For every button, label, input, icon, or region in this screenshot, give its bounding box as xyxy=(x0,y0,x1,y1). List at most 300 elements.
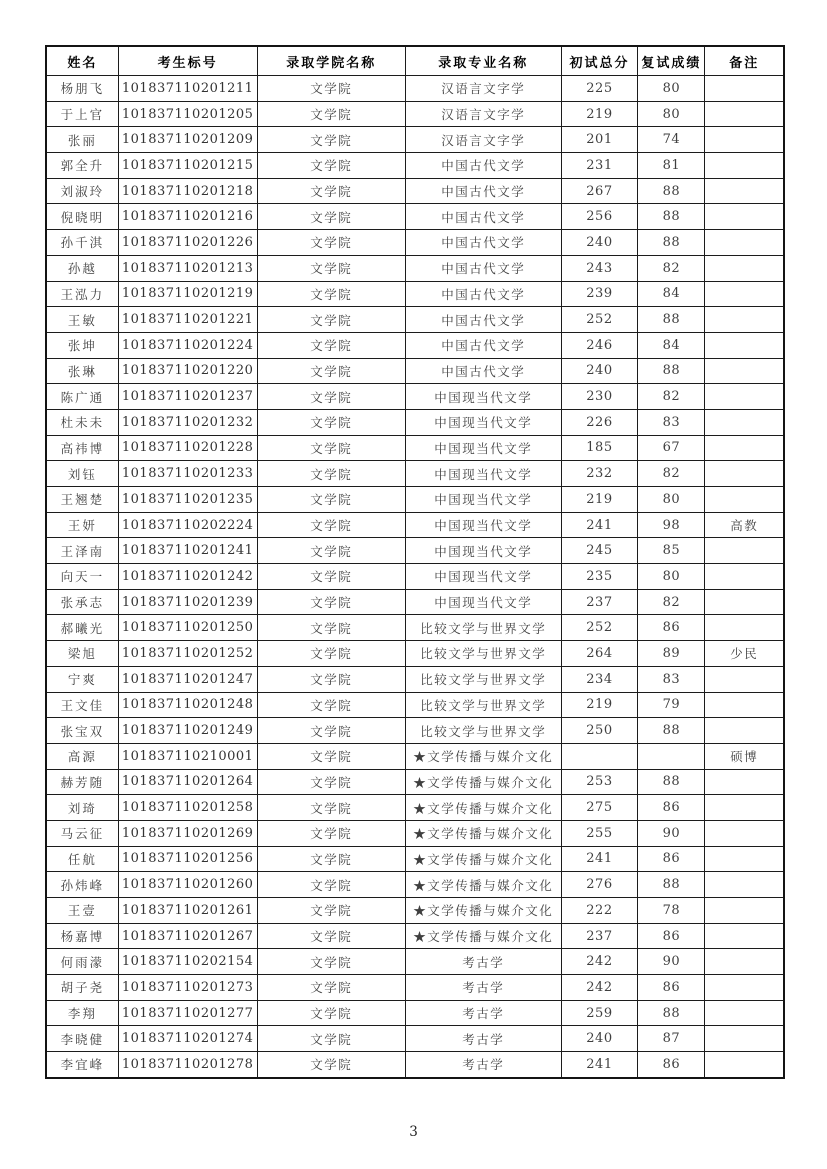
cell-initial-score: 245 xyxy=(561,538,638,564)
cell-major: ★文学传播与媒介文化 xyxy=(405,846,561,872)
cell-initial-score: 241 xyxy=(561,512,638,538)
cell-major: 中国现当代文学 xyxy=(405,512,561,538)
table-row xyxy=(46,589,784,615)
table-row xyxy=(46,487,784,513)
cell-candidate-id: 101837110201211 xyxy=(118,76,257,102)
table-row xyxy=(46,435,784,461)
cell-initial-score: 276 xyxy=(561,872,638,898)
table-row xyxy=(46,230,784,256)
cell-note xyxy=(705,101,784,127)
cell-college: 文学院 xyxy=(257,872,405,898)
cell-name: 高源 xyxy=(46,743,118,769)
cell-name: 王壹 xyxy=(46,898,118,924)
cell-name: 胡子尧 xyxy=(46,975,118,1001)
cell-initial-score: 243 xyxy=(561,255,638,281)
cell-initial-score: 237 xyxy=(561,923,638,949)
cell-note xyxy=(705,281,784,307)
table-row xyxy=(46,666,784,692)
cell-candidate-id: 101837110201264 xyxy=(118,769,257,795)
cell-retest-score: 83 xyxy=(638,409,705,435)
cell-major: 中国古代文学 xyxy=(405,230,561,256)
cell-candidate-id: 101837110201224 xyxy=(118,332,257,358)
cell-major: 汉语言文字学 xyxy=(405,127,561,153)
cell-retest-score: 84 xyxy=(638,332,705,358)
cell-major: 考古学 xyxy=(405,1000,561,1026)
cell-college: 文学院 xyxy=(257,666,405,692)
cell-name: 郭全升 xyxy=(46,153,118,179)
cell-retest-score: 88 xyxy=(638,872,705,898)
cell-major: ★文学传播与媒介文化 xyxy=(405,820,561,846)
cell-retest-score: 88 xyxy=(638,230,705,256)
cell-name: 李宜峰 xyxy=(46,1052,118,1078)
cell-college: 文学院 xyxy=(257,564,405,590)
cell-college: 文学院 xyxy=(257,641,405,667)
cell-college: 文学院 xyxy=(257,538,405,564)
cell-candidate-id: 101837110201232 xyxy=(118,409,257,435)
cell-retest-score: 79 xyxy=(638,692,705,718)
cell-retest-score: 87 xyxy=(638,1026,705,1052)
cell-initial-score: 275 xyxy=(561,795,638,821)
cell-initial-score: 219 xyxy=(561,487,638,513)
cell-college: 文学院 xyxy=(257,1026,405,1052)
cell-retest-score: 74 xyxy=(638,127,705,153)
column-header-initial-score: 初试总分 xyxy=(561,46,638,76)
cell-note xyxy=(705,487,784,513)
cell-retest-score: 86 xyxy=(638,975,705,1001)
cell-initial-score: 253 xyxy=(561,769,638,795)
cell-retest-score: 80 xyxy=(638,101,705,127)
cell-candidate-id: 101837110201269 xyxy=(118,820,257,846)
cell-initial-score: 250 xyxy=(561,718,638,744)
cell-major: 中国现当代文学 xyxy=(405,435,561,461)
cell-major: 中国现当代文学 xyxy=(405,564,561,590)
cell-candidate-id: 101837110201247 xyxy=(118,666,257,692)
table-row xyxy=(46,358,784,384)
cell-retest-score: 82 xyxy=(638,255,705,281)
cell-note xyxy=(705,76,784,102)
table-row xyxy=(46,615,784,641)
cell-college: 文学院 xyxy=(257,178,405,204)
cell-note xyxy=(705,615,784,641)
cell-name: 孙千淇 xyxy=(46,230,118,256)
cell-initial-score: 255 xyxy=(561,820,638,846)
cell-college: 文学院 xyxy=(257,204,405,230)
cell-initial-score: 259 xyxy=(561,1000,638,1026)
cell-name: 杜未未 xyxy=(46,409,118,435)
cell-major: 中国古代文学 xyxy=(405,255,561,281)
cell-major: 中国古代文学 xyxy=(405,204,561,230)
cell-name: 张丽 xyxy=(46,127,118,153)
cell-note xyxy=(705,589,784,615)
cell-initial-score: 235 xyxy=(561,564,638,590)
table-row xyxy=(46,872,784,898)
cell-initial-score: 237 xyxy=(561,589,638,615)
cell-note xyxy=(705,178,784,204)
cell-college: 文学院 xyxy=(257,76,405,102)
cell-candidate-id: 101837110201218 xyxy=(118,178,257,204)
cell-candidate-id: 101837110201237 xyxy=(118,384,257,410)
column-header-college: 录取学院名称 xyxy=(257,46,405,76)
cell-retest-score: 88 xyxy=(638,358,705,384)
cell-note xyxy=(705,692,784,718)
table-row xyxy=(46,975,784,1001)
table-body xyxy=(46,76,784,1078)
cell-college: 文学院 xyxy=(257,230,405,256)
table-row xyxy=(46,512,784,538)
cell-initial-score: 256 xyxy=(561,204,638,230)
cell-note xyxy=(705,1026,784,1052)
cell-note xyxy=(705,949,784,975)
admission-roster-table xyxy=(45,45,785,1079)
cell-candidate-id: 101837110210001 xyxy=(118,743,257,769)
cell-candidate-id: 101837110201273 xyxy=(118,975,257,1001)
cell-initial-score: 234 xyxy=(561,666,638,692)
cell-candidate-id: 101837110201209 xyxy=(118,127,257,153)
cell-name: 王泽南 xyxy=(46,538,118,564)
cell-name: 王文佳 xyxy=(46,692,118,718)
table-row xyxy=(46,795,784,821)
cell-note: 硕博 xyxy=(705,743,784,769)
table-row xyxy=(46,820,784,846)
cell-major: 中国古代文学 xyxy=(405,307,561,333)
cell-name: 刘钰 xyxy=(46,461,118,487)
table-row xyxy=(46,898,784,924)
cell-initial-score: 232 xyxy=(561,461,638,487)
table-row xyxy=(46,76,784,102)
table-row xyxy=(46,178,784,204)
cell-initial-score: 219 xyxy=(561,692,638,718)
table-row xyxy=(46,923,784,949)
cell-name: 向天一 xyxy=(46,564,118,590)
cell-candidate-id: 101837110201213 xyxy=(118,255,257,281)
cell-note xyxy=(705,923,784,949)
table-row xyxy=(46,332,784,358)
cell-college: 文学院 xyxy=(257,820,405,846)
cell-note xyxy=(705,898,784,924)
cell-initial-score: 225 xyxy=(561,76,638,102)
table-row xyxy=(46,307,784,333)
table-row xyxy=(46,1000,784,1026)
cell-note xyxy=(705,384,784,410)
cell-note xyxy=(705,564,784,590)
cell-major: ★文学传播与媒介文化 xyxy=(405,743,561,769)
column-header-major: 录取专业名称 xyxy=(405,46,561,76)
cell-college: 文学院 xyxy=(257,255,405,281)
cell-candidate-id: 101837110201226 xyxy=(118,230,257,256)
cell-college: 文学院 xyxy=(257,435,405,461)
cell-initial-score: 242 xyxy=(561,949,638,975)
cell-note xyxy=(705,975,784,1001)
cell-major: 汉语言文字学 xyxy=(405,101,561,127)
cell-candidate-id: 101837110201256 xyxy=(118,846,257,872)
cell-name: 孙炜峰 xyxy=(46,872,118,898)
cell-college: 文学院 xyxy=(257,409,405,435)
cell-name: 张琳 xyxy=(46,358,118,384)
cell-retest-score: 85 xyxy=(638,538,705,564)
cell-major: 考古学 xyxy=(405,949,561,975)
cell-candidate-id: 101837110201252 xyxy=(118,641,257,667)
cell-college: 文学院 xyxy=(257,615,405,641)
cell-college: 文学院 xyxy=(257,743,405,769)
cell-initial-score: 267 xyxy=(561,178,638,204)
cell-retest-score: 98 xyxy=(638,512,705,538)
cell-candidate-id: 101837110201267 xyxy=(118,923,257,949)
cell-name: 王泓力 xyxy=(46,281,118,307)
cell-initial-score: 185 xyxy=(561,435,638,461)
table-row xyxy=(46,204,784,230)
cell-name: 李翔 xyxy=(46,1000,118,1026)
cell-initial-score xyxy=(561,743,638,769)
cell-college: 文学院 xyxy=(257,487,405,513)
cell-note xyxy=(705,820,784,846)
cell-note xyxy=(705,204,784,230)
cell-candidate-id: 101837110201250 xyxy=(118,615,257,641)
table-row xyxy=(46,949,784,975)
cell-note xyxy=(705,358,784,384)
cell-retest-score: 78 xyxy=(638,898,705,924)
cell-note xyxy=(705,307,784,333)
cell-name: 王妍 xyxy=(46,512,118,538)
cell-initial-score: 226 xyxy=(561,409,638,435)
cell-note xyxy=(705,255,784,281)
cell-major: 中国现当代文学 xyxy=(405,589,561,615)
cell-retest-score: 86 xyxy=(638,1052,705,1078)
cell-major: 中国现当代文学 xyxy=(405,384,561,410)
cell-retest-score: 88 xyxy=(638,718,705,744)
cell-note xyxy=(705,846,784,872)
cell-college: 文学院 xyxy=(257,949,405,975)
cell-candidate-id: 101837110201215 xyxy=(118,153,257,179)
cell-initial-score: 201 xyxy=(561,127,638,153)
table-row xyxy=(46,538,784,564)
cell-name: 于上官 xyxy=(46,101,118,127)
cell-name: 刘琦 xyxy=(46,795,118,821)
cell-initial-score: 241 xyxy=(561,1052,638,1078)
cell-major: 比较文学与世界文学 xyxy=(405,615,561,641)
cell-name: 杨朋飞 xyxy=(46,76,118,102)
cell-college: 文学院 xyxy=(257,1052,405,1078)
cell-name: 梁旭 xyxy=(46,641,118,667)
cell-note xyxy=(705,153,784,179)
cell-major: 中国现当代文学 xyxy=(405,461,561,487)
cell-major: 汉语言文字学 xyxy=(405,76,561,102)
column-header-retest-score: 复试成绩 xyxy=(638,46,705,76)
cell-major: 比较文学与世界文学 xyxy=(405,666,561,692)
cell-candidate-id: 101837110201260 xyxy=(118,872,257,898)
cell-major: ★文学传播与媒介文化 xyxy=(405,769,561,795)
cell-initial-score: 240 xyxy=(561,358,638,384)
cell-retest-score: 88 xyxy=(638,1000,705,1026)
cell-name: 倪晓明 xyxy=(46,204,118,230)
cell-note xyxy=(705,769,784,795)
cell-candidate-id: 101837110201216 xyxy=(118,204,257,230)
cell-college: 文学院 xyxy=(257,589,405,615)
cell-candidate-id: 101837110201205 xyxy=(118,101,257,127)
cell-candidate-id: 101837110201241 xyxy=(118,538,257,564)
cell-note xyxy=(705,1000,784,1026)
column-header-note: 备注 xyxy=(705,46,784,76)
cell-candidate-id: 101837110201219 xyxy=(118,281,257,307)
cell-retest-score: 82 xyxy=(638,461,705,487)
cell-candidate-id: 101837110202224 xyxy=(118,512,257,538)
cell-note xyxy=(705,666,784,692)
cell-retest-score: 86 xyxy=(638,923,705,949)
table-row xyxy=(46,255,784,281)
cell-major: 中国现当代文学 xyxy=(405,409,561,435)
cell-college: 文学院 xyxy=(257,512,405,538)
table-row xyxy=(46,409,784,435)
cell-retest-score: 90 xyxy=(638,820,705,846)
cell-major: 中国古代文学 xyxy=(405,281,561,307)
cell-note xyxy=(705,872,784,898)
cell-note xyxy=(705,127,784,153)
cell-college: 文学院 xyxy=(257,975,405,1001)
cell-retest-score: 80 xyxy=(638,76,705,102)
table-row xyxy=(46,769,784,795)
cell-college: 文学院 xyxy=(257,358,405,384)
cell-major: ★文学传播与媒介文化 xyxy=(405,872,561,898)
cell-name: 高祎博 xyxy=(46,435,118,461)
column-header-name: 姓名 xyxy=(46,46,118,76)
cell-name: 张承志 xyxy=(46,589,118,615)
cell-retest-score: 86 xyxy=(638,795,705,821)
cell-major: 比较文学与世界文学 xyxy=(405,692,561,718)
cell-candidate-id: 101837110201261 xyxy=(118,898,257,924)
cell-college: 文学院 xyxy=(257,795,405,821)
cell-candidate-id: 101837110201233 xyxy=(118,461,257,487)
cell-initial-score: 264 xyxy=(561,641,638,667)
cell-note xyxy=(705,461,784,487)
cell-retest-score: 88 xyxy=(638,204,705,230)
cell-retest-score xyxy=(638,743,705,769)
cell-candidate-id: 101837110201220 xyxy=(118,358,257,384)
cell-name: 任航 xyxy=(46,846,118,872)
cell-college: 文学院 xyxy=(257,1000,405,1026)
cell-retest-score: 88 xyxy=(638,769,705,795)
cell-major: ★文学传播与媒介文化 xyxy=(405,898,561,924)
cell-retest-score: 81 xyxy=(638,153,705,179)
cell-college: 文学院 xyxy=(257,153,405,179)
table-row xyxy=(46,743,784,769)
cell-college: 文学院 xyxy=(257,384,405,410)
cell-candidate-id: 101837110201277 xyxy=(118,1000,257,1026)
cell-retest-score: 67 xyxy=(638,435,705,461)
cell-retest-score: 83 xyxy=(638,666,705,692)
table-header-row xyxy=(46,46,784,76)
table-row xyxy=(46,564,784,590)
cell-name: 王敏 xyxy=(46,307,118,333)
cell-name: 李晓健 xyxy=(46,1026,118,1052)
table-row xyxy=(46,846,784,872)
cell-note xyxy=(705,718,784,744)
cell-retest-score: 89 xyxy=(638,641,705,667)
cell-name: 马云征 xyxy=(46,820,118,846)
cell-major: 中国现当代文学 xyxy=(405,487,561,513)
cell-name: 杨嘉博 xyxy=(46,923,118,949)
cell-initial-score: 239 xyxy=(561,281,638,307)
cell-name: 王翘楚 xyxy=(46,487,118,513)
cell-name: 何雨濛 xyxy=(46,949,118,975)
cell-college: 文学院 xyxy=(257,461,405,487)
cell-college: 文学院 xyxy=(257,718,405,744)
cell-college: 文学院 xyxy=(257,898,405,924)
cell-initial-score: 219 xyxy=(561,101,638,127)
cell-college: 文学院 xyxy=(257,281,405,307)
cell-major: 比较文学与世界文学 xyxy=(405,641,561,667)
cell-initial-score: 240 xyxy=(561,230,638,256)
cell-note xyxy=(705,230,784,256)
cell-candidate-id: 101837110201242 xyxy=(118,564,257,590)
cell-college: 文学院 xyxy=(257,923,405,949)
cell-note xyxy=(705,409,784,435)
table-row xyxy=(46,384,784,410)
cell-retest-score: 86 xyxy=(638,615,705,641)
column-header-candidate-id: 考生标号 xyxy=(118,46,257,76)
cell-name: 宁爽 xyxy=(46,666,118,692)
cell-retest-score: 86 xyxy=(638,846,705,872)
cell-retest-score: 80 xyxy=(638,487,705,513)
cell-name: 郝曦光 xyxy=(46,615,118,641)
cell-name: 张坤 xyxy=(46,332,118,358)
cell-major: 考古学 xyxy=(405,1052,561,1078)
cell-note: 高教 xyxy=(705,512,784,538)
table-row xyxy=(46,641,784,667)
cell-candidate-id: 101837110201239 xyxy=(118,589,257,615)
table-row xyxy=(46,281,784,307)
table-row xyxy=(46,1052,784,1078)
cell-name: 孙越 xyxy=(46,255,118,281)
cell-initial-score: 252 xyxy=(561,615,638,641)
cell-note xyxy=(705,538,784,564)
cell-candidate-id: 101837110202154 xyxy=(118,949,257,975)
cell-initial-score: 230 xyxy=(561,384,638,410)
cell-major: 考古学 xyxy=(405,975,561,1001)
table-row xyxy=(46,461,784,487)
cell-initial-score: 252 xyxy=(561,307,638,333)
cell-major: 中国古代文学 xyxy=(405,153,561,179)
cell-candidate-id: 101837110201221 xyxy=(118,307,257,333)
cell-college: 文学院 xyxy=(257,692,405,718)
cell-major: 中国古代文学 xyxy=(405,178,561,204)
cell-retest-score: 88 xyxy=(638,307,705,333)
cell-candidate-id: 101837110201235 xyxy=(118,487,257,513)
table-row xyxy=(46,718,784,744)
cell-candidate-id: 101837110201258 xyxy=(118,795,257,821)
cell-major: ★文学传播与媒介文化 xyxy=(405,795,561,821)
cell-college: 文学院 xyxy=(257,101,405,127)
table-row xyxy=(46,153,784,179)
table-row xyxy=(46,101,784,127)
cell-retest-score: 84 xyxy=(638,281,705,307)
cell-retest-score: 88 xyxy=(638,178,705,204)
cell-name: 陈广通 xyxy=(46,384,118,410)
cell-initial-score: 242 xyxy=(561,975,638,1001)
table-row xyxy=(46,127,784,153)
cell-major: ★文学传播与媒介文化 xyxy=(405,923,561,949)
cell-initial-score: 241 xyxy=(561,846,638,872)
cell-name: 张宝双 xyxy=(46,718,118,744)
page-number: 3 xyxy=(409,1124,418,1140)
cell-note xyxy=(705,332,784,358)
cell-major: 考古学 xyxy=(405,1026,561,1052)
cell-candidate-id: 101837110201278 xyxy=(118,1052,257,1078)
cell-candidate-id: 101837110201249 xyxy=(118,718,257,744)
cell-name: 刘淑玲 xyxy=(46,178,118,204)
table-row xyxy=(46,1026,784,1052)
cell-major: 中国古代文学 xyxy=(405,332,561,358)
cell-initial-score: 222 xyxy=(561,898,638,924)
cell-note: 少民 xyxy=(705,641,784,667)
